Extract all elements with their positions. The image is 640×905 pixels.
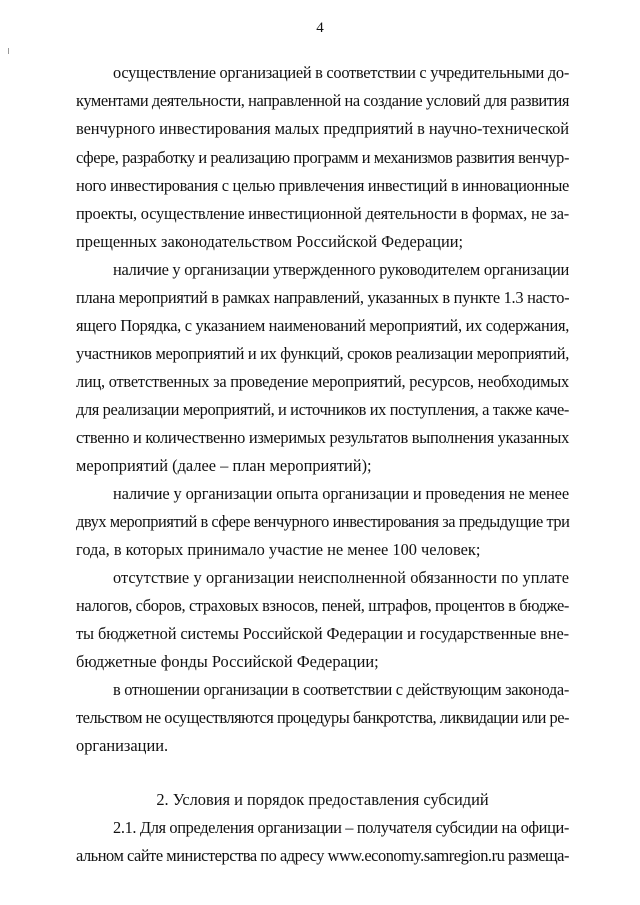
text-line: прещенных законодательством Российской Федерации;	[76, 232, 464, 251]
text-line: мероприятий (далее – план мероприятий);	[76, 456, 372, 475]
section-heading: 2. Условия и порядок предоставления субсидий	[156, 790, 489, 809]
text-line: лиц, ответственных за проведение мероприятий, ресурсов, необходимых	[76, 372, 569, 391]
text-line: для реализации мероприятий, и источников их поступления, а также каче-	[76, 400, 569, 419]
text-line: сфере, разработку и реализацию программ и механизмов развития венчур-	[76, 148, 569, 167]
text-line: ящего Порядка, с указанием наименований мероприятий, их содержания,	[76, 316, 569, 335]
text-line: в отношении организации в соответствии с действующим законода-	[113, 680, 569, 699]
text-line: венчурного инвестирования малых предприятий в научно-технической	[76, 119, 569, 138]
text-line: осуществление организацией в соответствии с учредительными до-	[113, 63, 569, 82]
text-line: ного инвестирования с целью привлечения инвестиций в инновационные	[76, 176, 569, 195]
text-line: ты бюджетной системы Российской Федерации и государственные вне-	[76, 624, 569, 643]
text-line: альном сайте министерства по адресу www.economy.samregion.ru размеща-	[76, 846, 569, 865]
scan-mark	[8, 48, 9, 54]
text-line: отсутствие у организации неисполненной обязанности по уплате	[113, 568, 569, 587]
text-line: бюджетные фонды Российской Федерации;	[76, 652, 379, 671]
text-line: наличие у организации утвержденного руководителем организации	[113, 260, 569, 279]
text-line: года, в которых принимало участие не менее 100 человек;	[76, 540, 481, 559]
text-line: наличие у организации опыта организации и проведения не менее	[113, 484, 569, 503]
text-line: организации.	[76, 736, 169, 755]
text-line: плана мероприятий в рамках направлений, указанных в пункте 1.3 насто-	[76, 288, 570, 307]
text-line: двух мероприятий в сфере венчурного инвестирования за предыдущие три	[76, 512, 570, 531]
text-line: проекты, осуществление инвестиционной деятельности в формах, не за-	[76, 204, 569, 223]
page-number: 4	[316, 20, 324, 36]
text-line: участников мероприятий и их функций, сроков реализации мероприятий,	[76, 344, 569, 363]
text-line: тельством не осуществляются процедуры банкротства, ликвидации или ре-	[76, 708, 569, 727]
text-line: кументами деятельности, направленной на создание условий для развития	[76, 91, 569, 110]
text-line: налогов, сборов, страховых взносов, пеней, штрафов, процентов в бюдже-	[76, 596, 569, 615]
text-line: ственно и количественно измеримых результатов выполнения указанных	[76, 428, 569, 447]
text-line: 2.1. Для определения организации – получателя субсидии на офици-	[113, 818, 569, 837]
